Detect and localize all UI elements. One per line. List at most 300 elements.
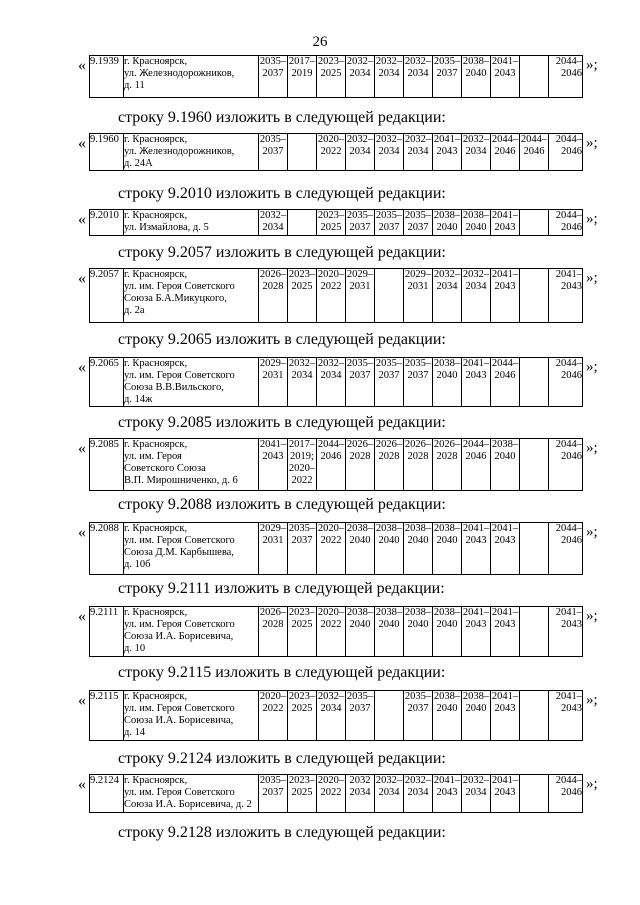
- period-cell: [259, 358, 288, 407]
- period-cell: [259, 134, 288, 171]
- period-value: 2031: [262, 535, 284, 546]
- period-value: 2028: [262, 619, 284, 630]
- period-value: 2034: [378, 146, 400, 157]
- address-cell: [124, 56, 259, 98]
- quote-close: »;: [586, 211, 598, 227]
- period-value: 2034: [349, 146, 371, 157]
- period-value: 2041–: [491, 523, 519, 534]
- period-value: 2029–: [404, 269, 432, 280]
- period-cell: [317, 269, 346, 323]
- period-value: 2038–: [433, 607, 461, 618]
- period-value: 2034: [378, 787, 400, 798]
- row-number: 9.2065: [90, 358, 124, 407]
- period-value: 2017–: [288, 56, 316, 67]
- period-cell: [549, 523, 583, 575]
- period-value: 2034: [407, 68, 429, 79]
- period-value: 2035–: [288, 523, 316, 534]
- period-value: 2044–: [317, 439, 345, 450]
- period-cell: [433, 134, 462, 171]
- period-value: 2032–: [404, 56, 432, 67]
- period-value: 2025: [291, 281, 313, 292]
- period-value: 2043: [465, 619, 487, 630]
- period-value: 2043: [494, 619, 516, 630]
- period-value: 2043: [561, 619, 582, 630]
- period-cell: [549, 607, 583, 657]
- period-value: 2034: [407, 787, 429, 798]
- period-cell: [520, 691, 549, 741]
- schedule-row-table: [89, 606, 583, 657]
- address-line: ул. Железнодорожников,: [124, 146, 235, 157]
- period-value: 2023–: [288, 607, 316, 618]
- period-cell: [520, 134, 549, 171]
- quote-open: «: [78, 270, 86, 287]
- period-value: 2046: [465, 451, 487, 462]
- period-cell: [259, 523, 288, 575]
- period-cell: [520, 358, 549, 407]
- period-value: 2043: [494, 281, 516, 292]
- period-value: 2041–: [491, 607, 519, 618]
- schedule-row-table: [89, 774, 583, 813]
- quote-open: «: [78, 692, 86, 709]
- period-value: 2046: [561, 146, 582, 157]
- period-value: 2041–: [555, 269, 582, 280]
- quote-close: »;: [586, 524, 598, 540]
- period-value: 2038–: [462, 210, 490, 221]
- period-value: 2022: [291, 475, 313, 486]
- period-value: 2041–: [462, 358, 490, 369]
- period-value: 2040: [465, 68, 487, 79]
- period-cell: [259, 691, 288, 741]
- period-value: 2043: [494, 703, 516, 714]
- period-value: 2040: [465, 222, 487, 233]
- period-value: 2044–: [555, 439, 582, 450]
- period-cell: [375, 439, 404, 491]
- quote-open: «: [78, 135, 86, 152]
- quote-close: »;: [586, 440, 598, 456]
- period-cell: [433, 775, 462, 813]
- period-cell: [375, 210, 404, 236]
- period-cell: [404, 439, 433, 491]
- table-row: [90, 691, 583, 741]
- address-line: ул. Измайлова, д. 5: [124, 222, 209, 233]
- address-line: ул. им. Героя Советского: [124, 535, 235, 546]
- period-cell: [375, 269, 404, 323]
- quote-open: «: [78, 608, 86, 625]
- period-value: 2020–: [288, 463, 316, 474]
- period-value: 2023–: [288, 269, 316, 280]
- period-cell: [259, 775, 288, 813]
- period-value: 2029–: [259, 523, 287, 534]
- period-value: 2022: [320, 146, 342, 157]
- period-value: 2043: [436, 787, 458, 798]
- period-value: 2034: [465, 787, 487, 798]
- period-cell: [491, 439, 520, 491]
- address-line: ул. им. Героя Советского: [124, 703, 235, 714]
- instruction-text: строку 9.2057 изложить в следующей редакции:: [118, 244, 446, 261]
- period-value: 2032–: [288, 358, 316, 369]
- period-cell: [346, 691, 375, 741]
- address-cell: [124, 523, 259, 575]
- address-line: д. 2а: [124, 305, 145, 316]
- period-cell: [288, 607, 317, 657]
- period-cell: [288, 775, 317, 813]
- period-value: 2034: [465, 281, 487, 292]
- period-cell: [549, 269, 583, 323]
- row-number: 9.2057: [90, 269, 124, 323]
- period-cell: [404, 775, 433, 813]
- period-value: 2034: [407, 146, 429, 157]
- period-value: 2032–: [317, 691, 345, 702]
- period-value: 2032–: [462, 134, 490, 145]
- table-row: [90, 134, 583, 171]
- period-value: 2037: [262, 146, 284, 157]
- period-value: 2041–: [491, 691, 519, 702]
- period-value: 2020–: [317, 523, 345, 534]
- address-line: ул. им. Героя: [124, 451, 182, 462]
- address-line: ул. им. Героя Советского: [124, 281, 235, 292]
- period-value: 2037: [291, 535, 313, 546]
- period-value: 2041–: [462, 607, 490, 618]
- period-cell: [491, 134, 520, 171]
- period-cell: [520, 210, 549, 236]
- period-cell: [288, 691, 317, 741]
- period-value: 2043: [494, 535, 516, 546]
- period-value: 2041–: [555, 607, 582, 618]
- period-value: 2019: [291, 68, 313, 79]
- period-value: 2034: [436, 281, 458, 292]
- row-number: 9.1960: [90, 134, 124, 171]
- period-value: 2038–: [433, 358, 461, 369]
- period-value: 2041–: [555, 691, 582, 702]
- period-value: 2022: [320, 787, 342, 798]
- period-cell: [288, 56, 317, 98]
- period-cell: [346, 56, 375, 98]
- row-number: 9.2111: [90, 607, 124, 657]
- period-value: 2041–: [259, 439, 287, 450]
- instruction-text: строку 9.2065 изложить в следующей редакции:: [118, 331, 446, 348]
- period-value: 2040: [436, 703, 458, 714]
- address-line: Советского Союза: [124, 463, 206, 474]
- period-value: 2032–: [375, 775, 403, 786]
- table-row: [90, 523, 583, 575]
- period-cell: [346, 439, 375, 491]
- period-cell: [346, 607, 375, 657]
- period-value: 2034: [378, 68, 400, 79]
- period-value: 2040: [378, 619, 400, 630]
- address-line: г. Красноярск,: [124, 775, 188, 786]
- period-value: 2038–: [462, 56, 490, 67]
- address-line: ул. им. Героя Советского: [124, 370, 235, 381]
- period-value: 2041–: [433, 134, 461, 145]
- period-cell: [520, 607, 549, 657]
- period-value: 2032: [349, 775, 371, 786]
- row-number: 9.1939: [90, 56, 124, 98]
- instruction-text: строку 9.2124 изложить в следующей редакции:: [118, 750, 446, 767]
- schedule-row-table: [89, 209, 583, 236]
- period-value: 2035–: [404, 210, 432, 221]
- table-row: [90, 439, 583, 491]
- period-value: 2043: [465, 370, 487, 381]
- period-cell: [317, 439, 346, 491]
- period-cell: [259, 56, 288, 98]
- period-value: 2043: [561, 703, 582, 714]
- period-value: 2041–: [491, 269, 519, 280]
- address-line: г. Красноярск,: [124, 439, 188, 450]
- period-value: 2038–: [404, 607, 432, 618]
- quote-open: «: [78, 440, 86, 457]
- period-cell: [462, 56, 491, 98]
- address-line: В.П. Мирошниченко, д. 6: [124, 475, 238, 486]
- period-value: 2032–: [346, 134, 374, 145]
- period-cell: [433, 523, 462, 575]
- quote-close: »;: [586, 57, 598, 73]
- period-value: 2034: [349, 787, 371, 798]
- period-value: 2026–: [346, 439, 374, 450]
- address-line: г. Красноярск,: [124, 523, 188, 534]
- period-cell: [317, 134, 346, 171]
- period-value: 2040: [494, 451, 516, 462]
- period-value: 2022: [320, 535, 342, 546]
- period-value: 2037: [349, 222, 371, 233]
- period-value: 2043: [494, 222, 516, 233]
- period-cell: [288, 269, 317, 323]
- period-value: 2017–: [288, 439, 316, 450]
- table-row: [90, 210, 583, 236]
- quote-open: «: [78, 776, 86, 793]
- period-cell: [259, 607, 288, 657]
- quote-open: «: [78, 524, 86, 541]
- period-cell: [346, 210, 375, 236]
- period-value: 2044–: [555, 775, 582, 786]
- period-cell: [462, 358, 491, 407]
- period-value: 2032–: [375, 134, 403, 145]
- period-value: 2043: [494, 68, 516, 79]
- period-value: 2037: [436, 68, 458, 79]
- period-value: 2028: [349, 451, 371, 462]
- period-cell: [462, 607, 491, 657]
- address-line: Союза И.А. Борисевича, д. 2: [124, 799, 252, 810]
- period-value: 2041–: [491, 775, 519, 786]
- period-value: 2031: [407, 281, 429, 292]
- period-value: 2028: [378, 451, 400, 462]
- period-cell: [317, 691, 346, 741]
- page-number: 26: [312, 34, 328, 50]
- period-value: 2046: [561, 787, 582, 798]
- period-value: 2032–: [346, 56, 374, 67]
- address-cell: [124, 269, 259, 323]
- period-value: 2035–: [404, 691, 432, 702]
- row-number: 9.2085: [90, 439, 124, 491]
- schedule-row-table: [89, 438, 583, 491]
- schedule-row-table: [89, 55, 583, 98]
- table-row: [90, 269, 583, 323]
- address-line: ул. Железнодорожников,: [124, 68, 235, 79]
- period-value: 2020–: [317, 269, 345, 280]
- period-value: 2043: [465, 535, 487, 546]
- period-cell: [462, 269, 491, 323]
- period-value: 2026–: [259, 269, 287, 280]
- row-number: 9.2088: [90, 523, 124, 575]
- table-row: [90, 56, 583, 98]
- period-cell: [462, 691, 491, 741]
- period-cell: [346, 775, 375, 813]
- period-value: 2038–: [346, 607, 374, 618]
- period-cell: [288, 210, 317, 236]
- quote-close: »;: [586, 359, 598, 375]
- period-value: 2035–: [346, 210, 374, 221]
- period-cell: [317, 523, 346, 575]
- final-instruction: строку 9.2128 изложить в следующей редакции:: [118, 824, 446, 841]
- period-value: 2040: [407, 619, 429, 630]
- period-value: 2031: [349, 281, 371, 292]
- period-value: 2019;: [290, 451, 314, 462]
- period-cell: [462, 210, 491, 236]
- period-cell: [433, 607, 462, 657]
- period-value: 2037: [378, 370, 400, 381]
- period-cell: [375, 56, 404, 98]
- period-value: 2038–: [491, 439, 519, 450]
- period-value: 2038–: [462, 691, 490, 702]
- period-value: 2035–: [259, 56, 287, 67]
- quote-close: »;: [586, 135, 598, 151]
- address-cell: [124, 358, 259, 407]
- period-value: 2022: [320, 619, 342, 630]
- period-cell: [549, 358, 583, 407]
- period-value: 2032–: [462, 269, 490, 280]
- schedule-row-table: [89, 268, 583, 323]
- period-cell: [317, 210, 346, 236]
- period-value: 2023–: [317, 210, 345, 221]
- period-value: 2041–: [433, 775, 461, 786]
- period-cell: [520, 56, 549, 98]
- period-cell: [520, 439, 549, 491]
- period-value: 2043: [436, 146, 458, 157]
- quote-open: «: [78, 359, 86, 376]
- address-line: д. 11: [124, 80, 145, 91]
- table-row: [90, 607, 583, 657]
- period-value: 2040: [349, 619, 371, 630]
- period-value: 2035–: [404, 358, 432, 369]
- period-value: 2025: [320, 222, 342, 233]
- period-value: 2035–: [375, 210, 403, 221]
- address-line: Союза И.А. Борисевича,: [124, 715, 234, 726]
- period-cell: [317, 358, 346, 407]
- period-value: 2023–: [288, 775, 316, 786]
- address-line: г. Красноярск,: [124, 358, 188, 369]
- period-cell: [259, 210, 288, 236]
- period-value: 2041–: [462, 523, 490, 534]
- period-cell: [433, 210, 462, 236]
- period-cell: [259, 439, 288, 491]
- period-cell: [375, 775, 404, 813]
- quote-close: »;: [586, 270, 598, 286]
- table-row: [90, 358, 583, 407]
- table-row: [90, 775, 583, 813]
- period-value: 2044–: [520, 134, 548, 145]
- period-cell: [375, 358, 404, 407]
- address-line: г. Красноярск,: [124, 691, 188, 702]
- quote-close: »;: [586, 608, 598, 624]
- address-cell: [124, 607, 259, 657]
- schedule-row-table: [89, 357, 583, 407]
- period-cell: [346, 523, 375, 575]
- schedule-row-table: [89, 690, 583, 741]
- period-cell: [491, 358, 520, 407]
- period-value: 2040: [378, 535, 400, 546]
- period-value: 2038–: [346, 523, 374, 534]
- period-value: 2020–: [317, 607, 345, 618]
- period-value: 2026–: [259, 607, 287, 618]
- period-cell: [375, 134, 404, 171]
- instruction-text: строку 9.2085 изложить в следующей редакции:: [118, 414, 446, 431]
- period-value: 2040: [349, 535, 371, 546]
- period-value: 2046: [561, 535, 582, 546]
- period-value: 2037: [262, 787, 284, 798]
- period-cell: [549, 775, 583, 813]
- period-cell: [288, 134, 317, 171]
- address-line: д. 14ж: [124, 394, 153, 405]
- address-cell: [124, 439, 259, 491]
- period-cell: [404, 210, 433, 236]
- instruction-text: строку 9.1960 изложить в следующей редакции:: [118, 109, 446, 126]
- period-value: 2046: [494, 370, 516, 381]
- period-value: 2041–: [491, 210, 519, 221]
- period-value: 2046: [561, 222, 582, 233]
- period-value: 2037: [378, 222, 400, 233]
- period-cell: [404, 523, 433, 575]
- period-value: 2032–: [404, 775, 432, 786]
- period-value: 2026–: [433, 439, 461, 450]
- period-cell: [404, 358, 433, 407]
- address-line: г. Красноярск,: [124, 56, 188, 67]
- period-value: 2025: [291, 619, 313, 630]
- period-value: 2035–: [259, 775, 287, 786]
- period-value: 2038–: [433, 691, 461, 702]
- period-value: 2032–: [375, 56, 403, 67]
- period-value: 2046: [494, 146, 516, 157]
- period-cell: [375, 607, 404, 657]
- period-value: 2044–: [555, 523, 582, 534]
- instruction-text: строку 9.2115 изложить в следующей редакции:: [118, 664, 446, 681]
- address-line: г. Красноярск,: [124, 607, 188, 618]
- period-cell: [433, 269, 462, 323]
- period-cell: [462, 775, 491, 813]
- period-value: 2040: [465, 703, 487, 714]
- period-cell: [259, 269, 288, 323]
- period-value: 2034: [320, 370, 342, 381]
- period-value: 2038–: [375, 523, 403, 534]
- period-value: 2044–: [491, 134, 519, 145]
- address-line: д. 14: [124, 727, 146, 738]
- schedule-row-table: [89, 133, 583, 171]
- address-line: ул. им. Героя Советского: [124, 619, 235, 630]
- address-cell: [124, 775, 259, 813]
- period-value: 2020–: [317, 775, 345, 786]
- period-value: 2037: [407, 370, 429, 381]
- address-line: Союза И.А. Борисевича,: [124, 631, 234, 642]
- period-value: 2032–: [259, 210, 287, 221]
- period-value: 2035–: [346, 691, 374, 702]
- period-value: 2028: [262, 281, 284, 292]
- address-cell: [124, 210, 259, 236]
- period-value: 2035–: [346, 358, 374, 369]
- period-value: 2028: [436, 451, 458, 462]
- period-value: 2023–: [317, 56, 345, 67]
- period-value: 2044–: [555, 358, 582, 369]
- period-cell: [375, 523, 404, 575]
- period-value: 2040: [436, 619, 458, 630]
- period-cell: [549, 134, 583, 171]
